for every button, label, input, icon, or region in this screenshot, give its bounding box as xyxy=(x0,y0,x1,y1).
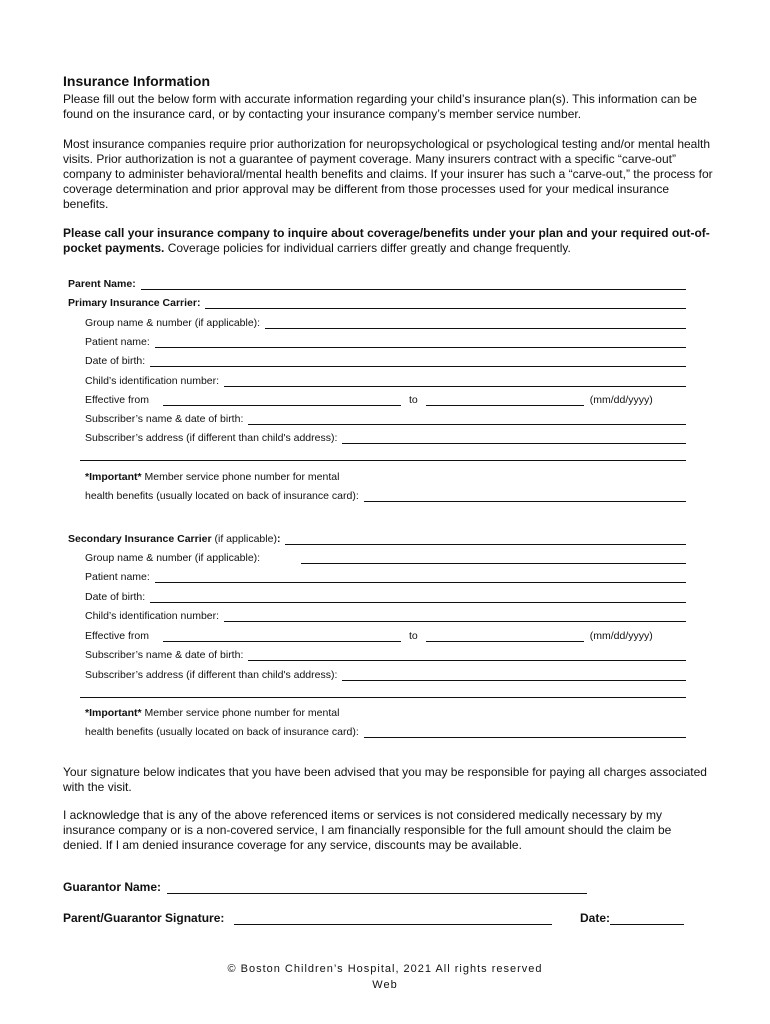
secondary-subscriber-field[interactable] xyxy=(248,648,686,661)
parent-signature-row xyxy=(63,907,552,925)
secondary-address-label: Subscriber’s address (if different than child's address): xyxy=(85,669,338,681)
primary-patient-field[interactable] xyxy=(155,335,686,348)
primary-health-benefits-row xyxy=(85,486,686,502)
primary-effective-row xyxy=(85,390,686,406)
secondary-address-line-2[interactable] xyxy=(80,697,686,698)
primary-dob-field[interactable] xyxy=(150,354,686,367)
secondary-dob-field[interactable] xyxy=(150,590,686,603)
secondary-dob-row xyxy=(85,587,686,603)
parent-name-field[interactable] xyxy=(141,277,686,290)
secondary-carrier-title: Secondary Insurance Carrier xyxy=(68,533,212,545)
page-title: Insurance Information xyxy=(63,73,211,89)
secondary-effective-from-field[interactable] xyxy=(163,629,401,642)
primary-health-benefits-label: health benefits (usually located on back of insurance card): xyxy=(85,490,359,502)
primary-important-label xyxy=(85,471,344,483)
primary-address-field[interactable] xyxy=(342,431,686,444)
primary-group-field[interactable] xyxy=(265,316,686,329)
primary-address-line-2[interactable] xyxy=(80,460,686,461)
primary-effective-label: Effective from xyxy=(85,394,149,406)
footer-web: Web xyxy=(372,979,398,991)
secondary-patient-label: Patient name: xyxy=(85,571,150,583)
secondary-health-benefits-row xyxy=(85,722,686,738)
primary-subscriber-row xyxy=(85,409,686,425)
primary-carrier-field[interactable] xyxy=(205,296,686,309)
secondary-carrier-row xyxy=(68,529,686,545)
intro-paragraph: Please fill out the below form with accurate information regarding your child’s insurance plan(s). This information can be found on the insurance card, or by contacting your insurance company’s member service number. xyxy=(63,92,697,121)
primary-patient-row xyxy=(85,332,686,348)
primary-important-tag: *Important* xyxy=(85,471,142,483)
secondary-subscriber-label: Subscriber’s name & date of birth: xyxy=(85,649,244,661)
primary-patient-label: Patient name: xyxy=(85,336,150,348)
signature-notice-paragraph: Your signature below indicates that you have been advised that you may be responsible for paying all charges associated with the visit. xyxy=(63,765,707,794)
secondary-effective-row xyxy=(85,626,686,642)
primary-health-benefits-field[interactable] xyxy=(364,489,686,502)
secondary-patient-row xyxy=(85,567,686,583)
secondary-child-id-row xyxy=(85,606,686,622)
secondary-carrier-label xyxy=(68,533,285,545)
secondary-patient-field[interactable] xyxy=(155,570,686,583)
secondary-important-tag: *Important* xyxy=(85,707,142,719)
guarantor-name-label: Guarantor Name: xyxy=(63,880,162,894)
secondary-date-format: (mm/dd/yyyy) xyxy=(589,630,653,642)
primary-child-id-field[interactable] xyxy=(224,374,686,387)
secondary-carrier-suffix: (if applicable) xyxy=(211,533,277,545)
primary-date-format: (mm/dd/yyyy) xyxy=(589,394,653,406)
call-insurance-bold: Please call your insurance company to inquire about coverage/benefits under your plan and your required out-of-pocket payments. xyxy=(63,226,710,255)
primary-carrier-row xyxy=(68,293,686,309)
date-row xyxy=(580,907,684,925)
primary-address-row xyxy=(85,428,686,444)
primary-important-row xyxy=(85,467,686,483)
secondary-important-row xyxy=(85,703,686,719)
primary-dob-label: Date of birth: xyxy=(85,355,146,367)
primary-effective-to-label: to xyxy=(409,394,418,406)
call-insurance-paragraph xyxy=(63,226,713,256)
secondary-health-benefits-field[interactable] xyxy=(364,725,686,738)
secondary-address-row xyxy=(85,665,686,681)
parent-signature-label: Parent/Guarantor Signature: xyxy=(63,911,225,925)
secondary-group-row xyxy=(85,548,686,564)
parent-name-label: Parent Name: xyxy=(68,278,136,290)
primary-carrier-label: Primary Insurance Carrier: xyxy=(68,297,201,309)
primary-subscriber-field[interactable] xyxy=(248,412,686,425)
date-label: Date: xyxy=(580,911,611,925)
secondary-health-benefits-label: health benefits (usually located on back of insurance card): xyxy=(85,726,359,738)
primary-address-label: Subscriber’s address (if different than child's address): xyxy=(85,432,338,444)
primary-child-id-label: Child’s identification number: xyxy=(85,375,220,387)
primary-dob-row xyxy=(85,351,686,367)
guarantor-name-field[interactable] xyxy=(167,879,587,894)
secondary-group-label: Group name & number (if applicable): xyxy=(85,552,261,564)
primary-important-text: Member service phone number for mental xyxy=(141,471,340,483)
secondary-child-id-field[interactable] xyxy=(224,609,686,622)
prior-authorization-paragraph: Most insurance companies require prior authorization for neuropsychological or psychological testing and/or mental health visits. Prior authorization is not a guarantee of payment coverage. Many insurers contract with a specific “carve-out” company to administer behavioral/mental health benefits and claims. If your insurer has such a “carve-out,” the process for coverage determination and prior approval may be different from those processes used for your medical insurance benefits. xyxy=(63,137,713,211)
secondary-carrier-field[interactable] xyxy=(285,532,686,545)
primary-group-label: Group name & number (if applicable): xyxy=(85,317,261,329)
secondary-child-id-label: Child’s identification number: xyxy=(85,610,220,622)
secondary-effective-to-field[interactable] xyxy=(426,629,584,642)
primary-effective-to-field[interactable] xyxy=(426,393,584,406)
primary-subscriber-label: Subscriber’s name & date of birth: xyxy=(85,413,244,425)
guarantor-name-row xyxy=(63,876,587,894)
secondary-effective-to-label: to xyxy=(409,630,418,642)
call-insurance-rest: Coverage policies for individual carriers differ greatly and change frequently. xyxy=(164,241,571,255)
parent-name-row xyxy=(68,274,686,290)
primary-group-row xyxy=(85,313,686,329)
secondary-address-field[interactable] xyxy=(342,668,686,681)
primary-child-id-row xyxy=(85,371,686,387)
primary-effective-from-field[interactable] xyxy=(163,393,401,406)
footer-copyright: © Boston Children’s Hospital, 2021 All rights reserved xyxy=(227,963,543,975)
date-field[interactable] xyxy=(610,910,684,925)
financial-responsibility-paragraph: I acknowledge that is any of the above referenced items or services is not considered medically necessary by my insurance company or is a non-covered service, I am financially responsible for the full amount should the claim be denied. If I am denied insurance coverage for any service, discounts may be available. xyxy=(63,808,672,852)
secondary-group-field[interactable] xyxy=(301,551,686,564)
secondary-important-label xyxy=(85,707,344,719)
secondary-effective-label: Effective from xyxy=(85,630,149,642)
secondary-important-text: Member service phone number for mental xyxy=(141,707,340,719)
secondary-subscriber-row xyxy=(85,645,686,661)
secondary-carrier-colon: : xyxy=(276,533,281,545)
secondary-dob-label: Date of birth: xyxy=(85,591,146,603)
parent-signature-field[interactable] xyxy=(234,910,552,925)
